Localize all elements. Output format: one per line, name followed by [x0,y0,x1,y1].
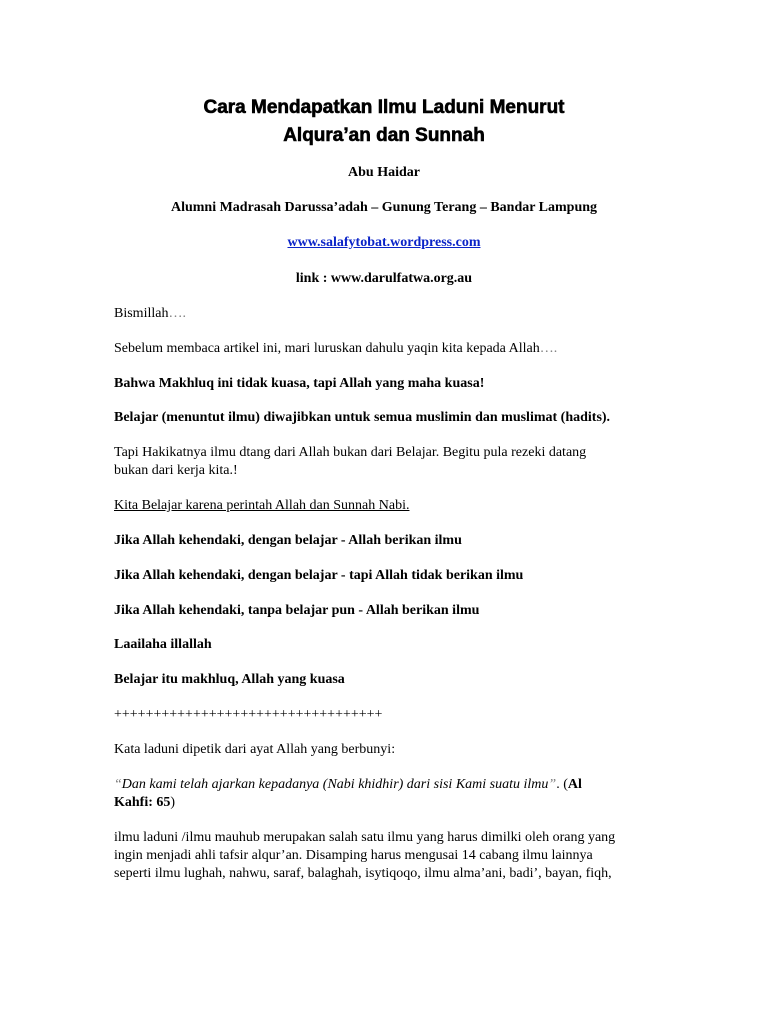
paragraph-line: seperti ilmu lughah, nahwu, saraf, balaghah, isytiqoqo, ilmu alma’ani, badi’, bayan, fiqh, [114,866,612,881]
paragraph-line: ingin menjadi ahli tafsir alqur’an. Disamping harus mengusai 14 cabang ilmu lainnya [114,848,593,863]
quote-text: Dan kami telah ajarkan kepadanya (Nabi khidhir) dari sisi Kami suatu ilmu [121,777,549,792]
website-line [0,234,768,252]
paragraph-text: Bismillah [114,306,169,321]
quote-line-2: Kahfi: 65) [114,795,176,810]
paragraph-bismillah [114,305,659,323]
paragraph-line: Tapi Hakikatnya ilmu dtang dari Allah bukan dari Belajar. Begitu pula rezeki datang [114,445,587,460]
paragraph-intro [114,340,659,358]
ellipsis: …. [539,341,558,356]
quote-reference: Kahfi: 65 [114,795,171,810]
paragraph-line: bukan dari kerja kita.! [114,463,238,478]
title-line-2: Alqura’an dan Sunnah [283,125,485,146]
link-line: link : www.darulfatwa.org.au [295,271,473,286]
paragraph-statement-3: Jika Allah kehendaki, dengan belajar - Allah berikan ilmu [114,533,462,548]
paragraph-underlined: Kita Belajar karena perintah Allah dan Sunnah Nabi. [114,498,410,513]
author-affiliation: Alumni Madrasah Darussa’adah – Gunung Terang – Bandar Lampung [170,200,598,215]
paragraph-line: ilmu laduni /ilmu mauhub merupakan salah satu ilmu yang harus dimilki oleh orang yang [114,830,616,845]
document-title [0,94,768,150]
paragraph-statement-4: Jika Allah kehendaki, dengan belajar - tapi Allah tidak berikan ilmu [114,568,524,583]
website-link[interactable]: www.salafytobat.wordpress.com [287,235,481,250]
paragraph-hakikat [114,444,659,480]
paragraph-statement-5: Jika Allah kehendaki, tanpa belajar pun - Allah berikan ilmu [114,603,480,618]
paragraph-text: Sebelum membaca artikel ini, mari luruskan dahulu yaqin kita kepada Allah [114,341,540,356]
paragraph-statement-6: Laailaha illallah [114,637,212,652]
quote-paragraph [114,776,659,812]
paragraph-ilmu-laduni [114,829,659,883]
title-line-1: Cara Mendapatkan Ilmu Laduni Menurut [203,97,565,118]
paragraph-statement-7: Belajar itu makhluq, Allah yang kuasa [114,672,345,687]
separator-line: ++++++++++++++++++++++++++++++++++ [114,707,383,722]
author-name: Abu Haidar [348,165,420,180]
ellipsis: …. [168,306,186,321]
paragraph-laduni-intro: Kata laduni dipetik dari ayat Allah yang berbunyi: [114,742,396,757]
paragraph-statement-1: Bahwa Makhluq ini tidak kuasa, tapi Allah yang maha kuasa! [114,376,485,391]
paragraph-statement-2: Belajar (menuntut ilmu) diwajibkan untuk semua muslimin dan muslimat (hadits). [114,410,611,425]
quote-reference: Al [567,777,582,792]
quote-line-1: “Dan kami telah ajarkan kepadanya (Nabi khidhir) dari sisi Kami suatu ilmu”. (Al [114,777,582,792]
